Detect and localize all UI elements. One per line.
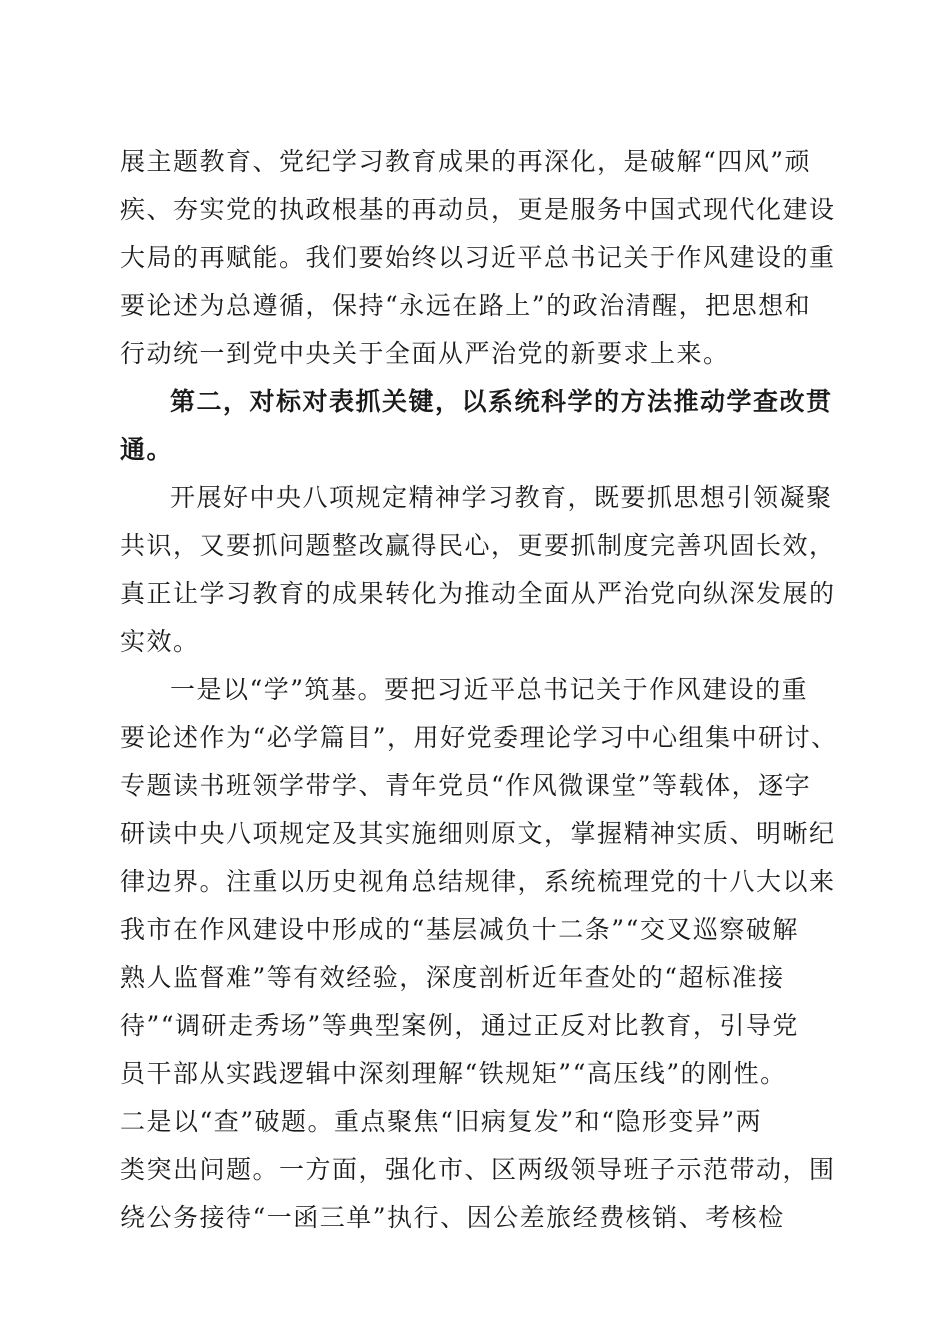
text-line: 类突出问题。一方面，强化市、区两级领导班子示范带动，围 (120, 1155, 836, 1184)
text-line: 我市在作风建设中形成的“基层减负十二条”“交叉巡察破解 (120, 915, 799, 944)
text-line: 律边界。注重以历史视角总结规律，系统梳理党的十八大以来 (120, 867, 836, 896)
text-line: 专题读书班领学带学、青年党员“作风微课堂”等载体，逐字 (120, 771, 812, 800)
section-heading: 第二，对标对表抓关键，以系统科学的方法推动学查改贯 (170, 387, 833, 416)
text-line: 疾、夯实党的执政根基的再动员，更是服务中国式现代化建设 (120, 195, 836, 224)
text-line: 研读中央八项规定及其实施细则原文，掌握精神实质、明晰纪 (120, 819, 836, 848)
text-line: 要论述为总遵循，保持“永远在路上”的政治清醒，把思想和 (120, 291, 812, 320)
text-line: 开展好中央八项规定精神学习教育，既要抓思想引领凝聚 (170, 483, 833, 512)
text-line: 展主题教育、党纪学习教育成果的再深化，是破解“四风”顽 (120, 147, 812, 176)
text-line: 要论述作为“必学篇目”，用好党委理论学习中心组集中研讨、 (120, 723, 838, 752)
text-line: 绕公务接待“一函三单”执行、因公差旅经费核销、考核检 (120, 1203, 785, 1232)
text-line: 真正让学习教育的成果转化为推动全面从严治党向纵深发展的 (120, 579, 836, 608)
text-line: 待”“调研走秀场”等典型案例，通过正反对比教育，引导党 (120, 1011, 799, 1040)
text-line: 一是以“学”筑基。要把习近平总书记关于作风建设的重 (170, 675, 809, 704)
section-heading-continuation: 通。 (120, 435, 174, 464)
text-line: 行动统一到党中央关于全面从严治党的新要求上来。 (120, 339, 730, 368)
text-line: 熟人监督难”等有效经验，深度剖析近年查处的“超标准接 (120, 963, 785, 992)
text-line: 共识，又要抓问题整改赢得民心，更要抓制度完善巩固长效， (120, 531, 836, 560)
text-line: 实效。 (120, 627, 200, 656)
text-line: 二是以“查”破题。重点聚焦“旧病复发”和“隐形变异”两 (120, 1107, 763, 1136)
text-line: 员干部从实践逻辑中深刻理解“铁规矩”“高压线”的刚性。 (120, 1059, 787, 1088)
text-line: 大局的再赋能。我们要始终以习近平总书记关于作风建设的重 (120, 243, 836, 272)
